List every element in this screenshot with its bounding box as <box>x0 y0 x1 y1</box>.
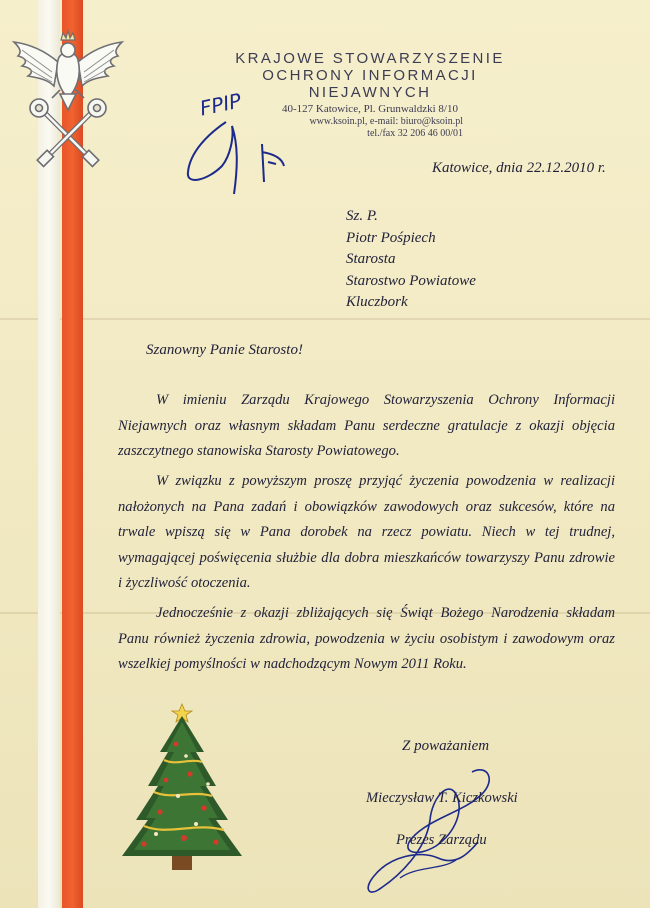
org-name-line1: KRAJOWE STOWARZYSZENIE <box>235 50 505 67</box>
letter-date: Katowice, dnia 22.12.2010 r. <box>432 160 606 176</box>
org-address: 40-127 Katowice, Pl. Grunwaldzki 8/10 <box>282 103 458 115</box>
recipient-line: Sz. P. <box>346 208 378 224</box>
handwritten-mark-icon <box>178 82 288 202</box>
org-web-email: www.ksoin.pl, e-mail: biuro@ksoin.pl <box>309 116 463 127</box>
body-paragraph-2: W związku z powyższym proszę przyjąć życzenia powodzenia w realizacji nałożonych na Pana zadań i obowiązków zawodowych oraz sukcesów, które na trwale wpiszą się w Pana dorobek na rzecz powiatu. Niech w tej trudnej, wymagającej poświęcenia służbie dla dobra mieszkańców towarzyszy Panu zdrowie i życzliwość otoczenia. <box>118 473 615 591</box>
recipient-city: Kluczbork <box>346 294 408 310</box>
christmas-tree-icon <box>120 700 245 872</box>
fold-line <box>0 318 650 320</box>
closing-regards: Z poważaniem <box>402 738 490 754</box>
recipient-name: Piotr Pośpiech <box>346 229 436 246</box>
recipient-office: Starostwo Powiatowe <box>346 272 476 289</box>
body-paragraph-3: Jednocześnie z okazji zbliżających się Świąt Bożego Narodzenia składam Panu również życzenia zdrowia, powodzenia w życiu osobistym i zawodowym oraz wszelkiej pomyślności w nadchodzącym Nowym 2011 Roku. <box>118 605 615 672</box>
recipient-position: Starosta <box>346 251 396 267</box>
org-name-line2: OCHRONY INFORMACJI NIEJAWNYCH <box>262 67 478 101</box>
salutation: Szanowny Panie Starosto! <box>146 342 303 358</box>
org-tel-fax: tel./fax 32 206 46 00/01 <box>367 128 463 139</box>
signer-name: Mieczysław T. Kiczkowski <box>366 790 518 806</box>
recipient-block <box>346 206 476 314</box>
signer-title: Prezes Zarządu <box>396 832 487 848</box>
body-paragraph-1: W imieniu Zarządu Krajowego Stowarzyszenia Ochrony Informacji Niejawnych oraz własnym składam Panu serdeczne gratulacje z okazji objęcia zaszczytnego stanowiska Starosty Powiatowego. <box>118 392 615 459</box>
handwritten-mark-text: FPIP <box>197 88 244 121</box>
eagle-keys-emblem-icon <box>8 20 128 170</box>
